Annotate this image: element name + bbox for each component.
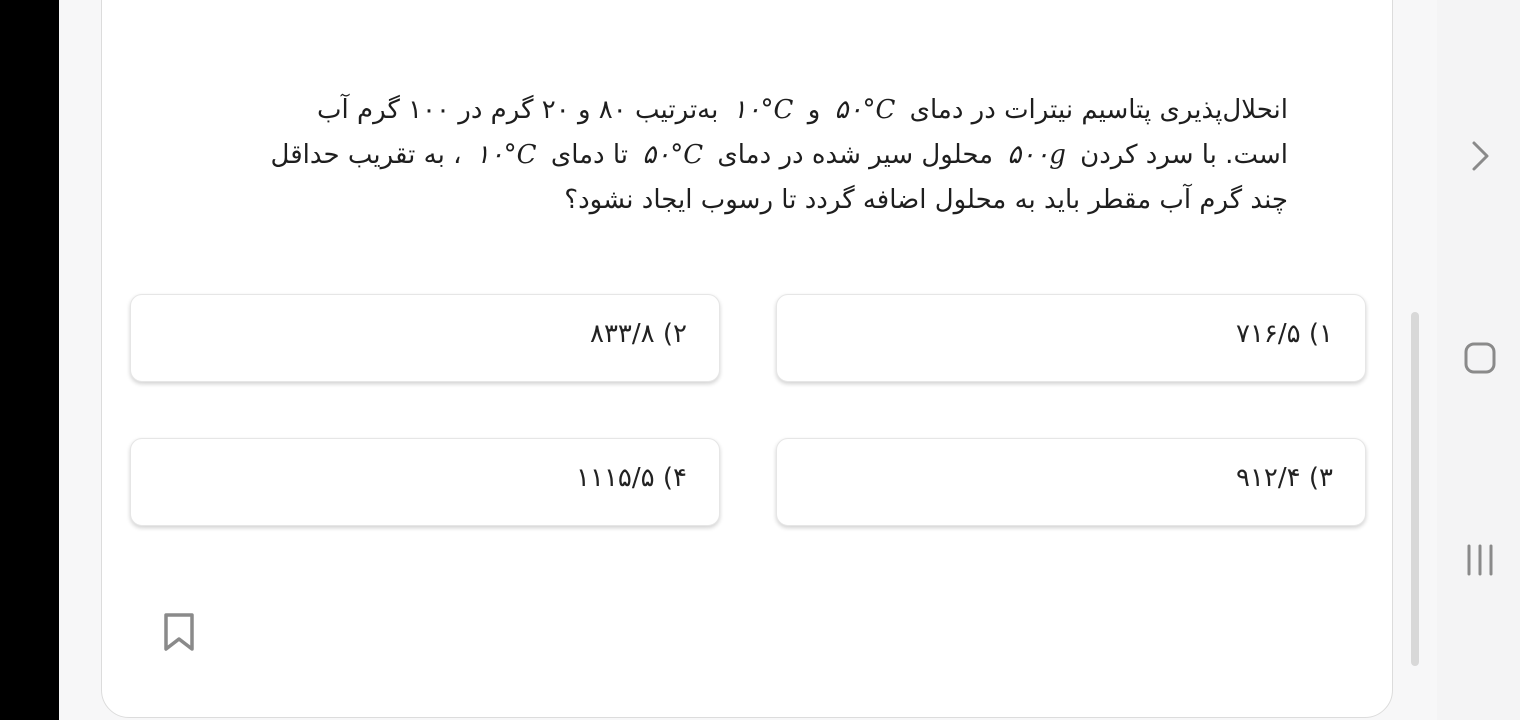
question-line1-part2: به‌ترتیب ۸۰ و ۲۰ گرم در ۱۰۰ گرم آب <box>317 95 719 125</box>
question-text <box>210 88 1288 223</box>
temperature-10c: ۱۰°C <box>732 95 794 125</box>
question-line1-part1: انحلال‌پذیری پتاسیم نیترات در دمای <box>909 95 1288 125</box>
temperature-10c-second: ۱۰°C <box>475 140 537 170</box>
scrollbar[interactable] <box>1411 312 1419 666</box>
option-1[interactable] <box>776 294 1366 382</box>
question-line3: چند گرم آب مقطر باید به محلول اضافه گردد تا رسوب ایجاد نشود؟ <box>564 185 1288 215</box>
question-line2-part3: تا دمای <box>550 140 629 170</box>
option-1-text: ۱) ۷۱۶/۵ <box>1235 319 1333 349</box>
chevron-right-icon[interactable] <box>1460 136 1500 176</box>
conjunction-and: و <box>807 95 821 125</box>
mass-500g: ۵۰۰g <box>1007 140 1066 170</box>
question-line2-part2: محلول سیر شده در دمای <box>717 140 994 170</box>
question-line2-part4: ، به تقریب حداقل <box>270 140 462 170</box>
temperature-50c: ۵۰°C <box>834 95 896 125</box>
option-3-text: ۳) ۹۱۲/۴ <box>1235 463 1333 493</box>
question-line2-part1: است. با سرد کردن <box>1080 140 1288 170</box>
option-2[interactable] <box>130 294 720 382</box>
option-3[interactable] <box>776 438 1366 526</box>
recents-icon[interactable] <box>1460 540 1500 580</box>
option-4[interactable] <box>130 438 720 526</box>
left-black-bar <box>0 0 59 720</box>
option-2-text: ۲) ۸۳۳/۸ <box>589 319 687 349</box>
bookmark-icon[interactable] <box>162 612 196 652</box>
option-4-text: ۴) ۱۱۱۵/۵ <box>576 463 687 493</box>
home-square-icon[interactable] <box>1460 338 1500 378</box>
temperature-50c-second: ۵۰°C <box>642 140 704 170</box>
